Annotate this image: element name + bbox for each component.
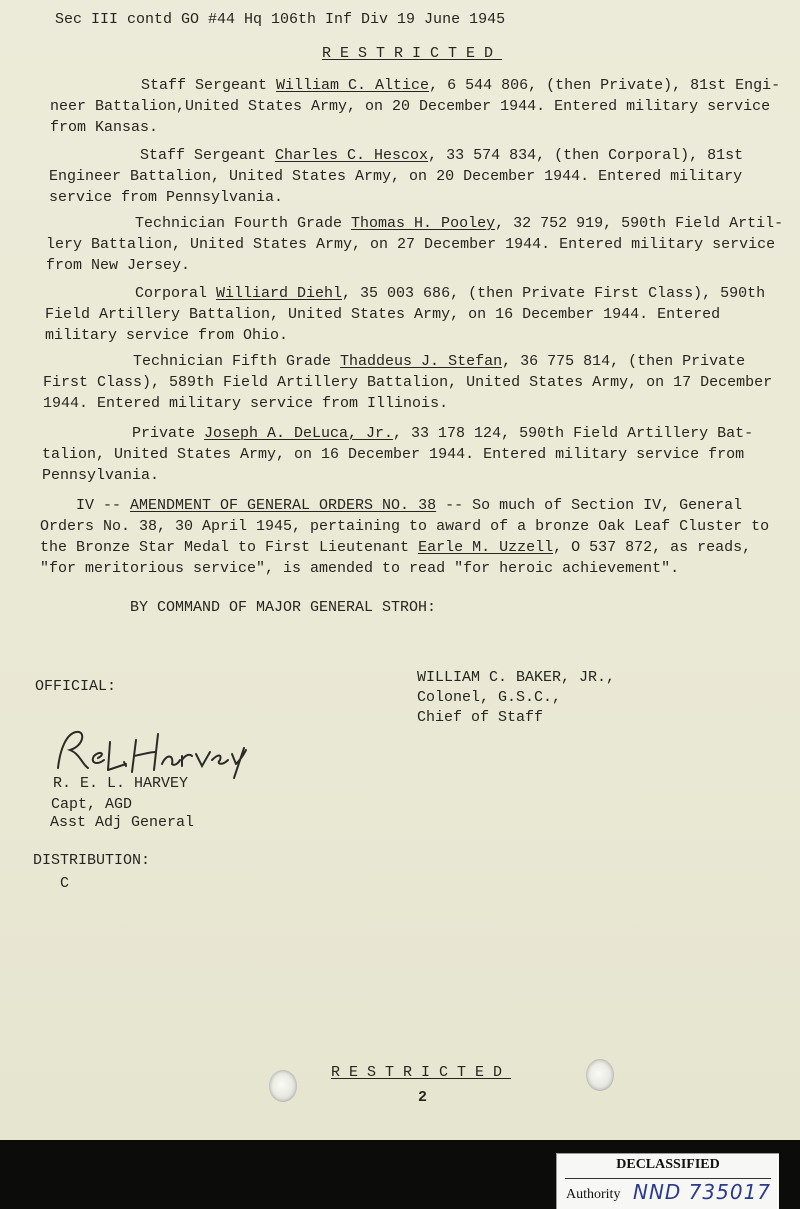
distribution-label: DISTRIBUTION: bbox=[33, 852, 151, 869]
citation-6-line-2: talion, United States Army, on 16 December 1944. Entered military service from bbox=[42, 446, 745, 463]
handwritten-signature bbox=[50, 720, 260, 780]
chief-of-staff-name: WILLIAM C. BAKER, JR., bbox=[417, 669, 616, 686]
citation-3-line-1: Technician Fourth Grade Thomas H. Pooley, 32 752 919, 590th Field Artil- bbox=[135, 215, 784, 232]
declassified-title: DECLASSIFIED bbox=[616, 1157, 720, 1172]
classification-top: RESTRICTED bbox=[322, 45, 503, 62]
citation-3-line-2: lery Battalion, United States Army, on 27 December 1944. Entered military service bbox=[46, 236, 776, 253]
distribution-value: C bbox=[60, 875, 70, 892]
classification-bottom: RESTRICTED bbox=[331, 1064, 512, 1081]
command-line: BY COMMAND OF MAJOR GENERAL STROH: bbox=[130, 599, 437, 616]
chief-of-staff-rank: Colonel, G.S.C., bbox=[417, 689, 562, 706]
section-iv-line-1: IV -- AMENDMENT OF GENERAL ORDERS NO. 38 -- So much of Section IV, General bbox=[76, 497, 743, 514]
authority-value: NND 735017 bbox=[633, 1180, 772, 1204]
citation-5-line-1: Technician Fifth Grade Thaddeus J. Stefan, 36 775 814, (then Private bbox=[133, 353, 746, 370]
signer-title: Asst Adj General bbox=[50, 814, 195, 831]
section-iv-line-4: "for meritorious service", is amended to read "for heroic achievement". bbox=[40, 560, 680, 577]
authority-label: Authority bbox=[566, 1187, 621, 1202]
recipient-name: William C. Altice bbox=[276, 77, 430, 94]
signer-name: R. E. L. HARVEY bbox=[53, 775, 189, 792]
recipient-name: Charles C. Hescox bbox=[275, 147, 429, 164]
section-iv-line-3: the Bronze Star Medal to First Lieutenant Earle M. Uzzell, O 537 872, as reads, bbox=[40, 539, 752, 556]
recipient-name: Williard Diehl bbox=[216, 285, 343, 302]
citation-5-line-3: 1944. Entered military service from Illinois. bbox=[43, 395, 449, 412]
citation-3-line-3: from New Jersey. bbox=[46, 257, 191, 274]
citation-5-line-2: First Class), 589th Field Artillery Battalion, United States Army, on 17 December bbox=[43, 374, 773, 391]
citation-2-line-2: Engineer Battalion, United States Army, on 20 December 1944. Entered military bbox=[49, 168, 743, 185]
declassified-stamp bbox=[556, 1153, 779, 1209]
punch-hole-right bbox=[586, 1059, 614, 1091]
citation-6-line-1: Private Joseph A. DeLuca, Jr., 33 178 124, 590th Field Artillery Bat- bbox=[132, 425, 754, 442]
official-label: OFFICIAL: bbox=[35, 678, 117, 695]
signer-rank: Capt, AGD bbox=[51, 796, 133, 813]
citation-6-line-3: Pennsylvania. bbox=[42, 467, 160, 484]
citation-1-line-2: neer Battalion,United States Army, on 20 December 1944. Entered military service bbox=[50, 98, 771, 115]
recipient-name: Thaddeus J. Stefan bbox=[340, 353, 503, 370]
punch-hole-left bbox=[269, 1070, 297, 1102]
citation-4-line-3: military service from Ohio. bbox=[45, 327, 289, 344]
section-iv-heading: AMENDMENT OF GENERAL ORDERS NO. 38 bbox=[130, 497, 437, 514]
citation-4-line-2: Field Artillery Battalion, United States Army, on 16 December 1944. Entered bbox=[45, 306, 721, 323]
citation-2-line-3: service from Pennsylvania. bbox=[49, 189, 284, 206]
document-header: Sec III contd GO #44 Hq 106th Inf Div 19 June 1945 bbox=[55, 11, 506, 28]
page-number: 2 bbox=[418, 1089, 428, 1106]
citation-2-line-1: Staff Sergeant Charles C. Hescox, 33 574 834, (then Corporal), 81st bbox=[140, 147, 744, 164]
citation-4-line-1: Corporal Williard Diehl, 35 003 686, (then Private First Class), 590th bbox=[135, 285, 766, 302]
citation-1-line-3: from Kansas. bbox=[50, 119, 159, 136]
section-iv-line-2: Orders No. 38, 30 April 1945, pertaining to award of a bronze Oak Leaf Cluster to bbox=[40, 518, 770, 535]
recipient-name: Earle M. Uzzell bbox=[418, 539, 554, 556]
recipient-name: Joseph A. DeLuca, Jr. bbox=[204, 425, 394, 442]
citation-1-line-1: Staff Sergeant William C. Altice, 6 544 806, (then Private), 81st Engi- bbox=[141, 77, 781, 94]
recipient-name: Thomas H. Pooley bbox=[351, 215, 496, 232]
stamp-divider bbox=[565, 1178, 771, 1179]
chief-of-staff-title: Chief of Staff bbox=[417, 709, 544, 726]
